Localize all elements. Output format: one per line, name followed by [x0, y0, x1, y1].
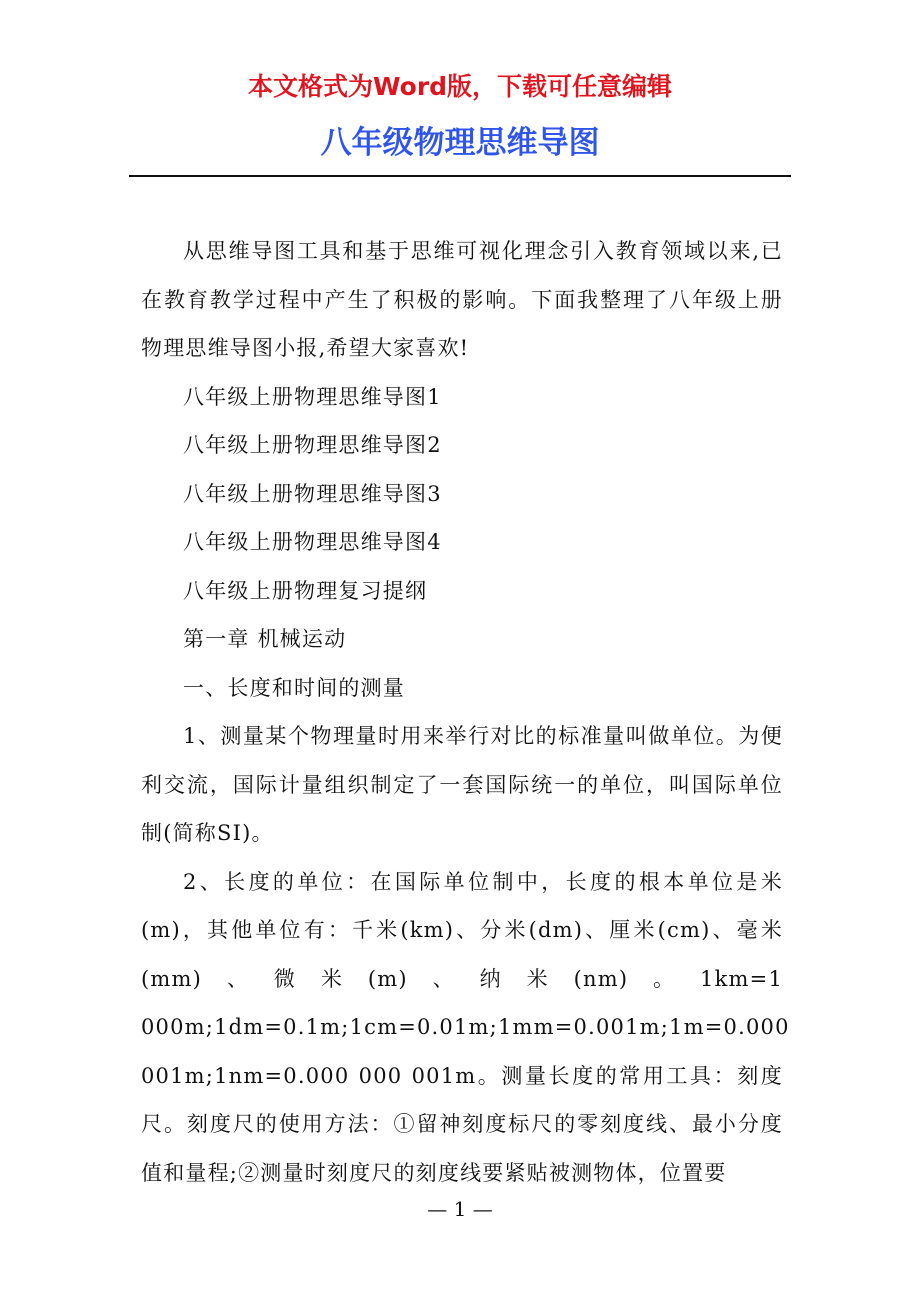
- document-body: [141, 227, 790, 1197]
- mindmap-item-4: 八年级上册物理思维导图4: [183, 530, 442, 554]
- page-number: — 1 —: [427, 1197, 493, 1221]
- title-divider: [129, 175, 791, 177]
- intro-paragraph: 从思维导图工具和基于思维可视化理念引入教育领域以来,已在教育教学过程中产生了积极的影响。下面我整理了八年级上册物理思维导图小报,希望大家喜欢!: [141, 239, 783, 360]
- mindmap-item-1: 八年级上册物理思维导图1: [183, 384, 442, 409]
- document-title: 八年级物理思维导图: [320, 125, 600, 161]
- review-outline-heading: 八年级上册物理复习提纲: [183, 578, 428, 603]
- point-1-paragraph: 1、测量某个物理量时用来举行对比的标准量叫做单位。为便利交流，国际计量组织制定了一套国际统一的单位，叫国际单位制(简称SI)。: [141, 724, 783, 845]
- format-banner: 本文格式为Word版，下载可任意编辑: [247, 72, 673, 101]
- section-heading: 一、长度和时间的测量: [183, 675, 405, 700]
- mindmap-item-2: 八年级上册物理思维导图2: [183, 433, 442, 457]
- point-2-paragraph: 2、长度的单位：在国际单位制中，长度的根本单位是米(m)，其他单位有：千米(km)、分米(dm)、厘米(cm)、毫米(mm)、微米(m)、纳米(nm)。1km=1 000m;1dm=0.1m;1cm=0.01m;1mm=0.001m;1m=0.000 001m;1nm=0.000 000 001m。测量长度的常用工具：刻度尺。刻度尺的使用方法：①留神刻度标尺的零刻度线、最小分度值和量程;②测量时刻度尺的刻度线要紧贴被测物体，位置要: [141, 869, 790, 1185]
- mindmap-item-3: 八年级上册物理思维导图3: [183, 481, 442, 506]
- chapter-heading: 第一章 机械运动: [183, 627, 347, 651]
